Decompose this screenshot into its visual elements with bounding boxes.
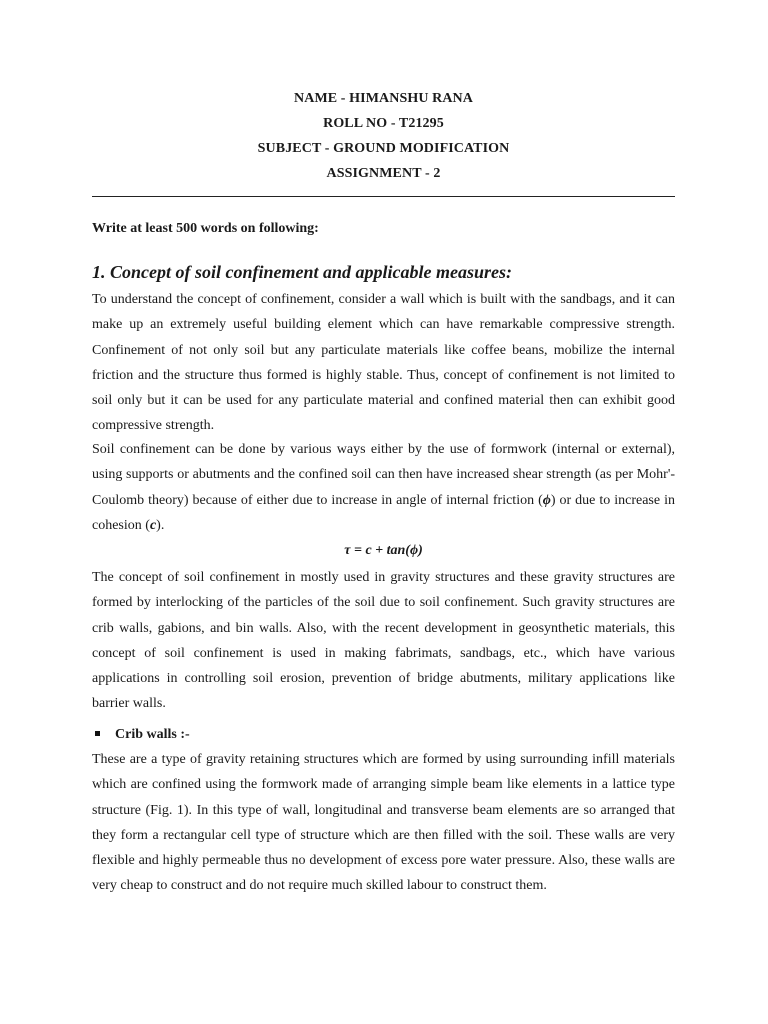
assignment-number: ASSIGNMENT - 2 <box>326 166 441 181</box>
header-divider <box>92 196 675 197</box>
phi-symbol: ϕ <box>542 492 551 508</box>
student-name: NAME - HIMANSHU RANA <box>294 91 473 106</box>
paragraph-gravity-structures: The concept of soil confinement in mostly used in gravity structures and these gravity structures are formed by interlocking of the particles of the soil due to soil confinement. Such gravity structures are crib walls, gabions, and bin walls. Also, with the recent development in geosynthetic materials, this concept of soil confinement is used in making fabrimats, sandbags, etc., which have various applications in controlling soil erosion, prevention of bridge abutments, military applications like barrier walls. <box>92 570 675 712</box>
crib-walls-bullet <box>92 723 190 747</box>
paragraph-2-text: Soil confinement can be done by various ways either by the use of formwork (internal or external), using supports or abutments and the confined soil can then have increased shear strength (as per Mohr'-Coulomb theory) because of either due to increase in angle of internal friction ( <box>92 442 675 508</box>
paragraph-2-end: ). <box>156 517 165 533</box>
document-header <box>92 86 675 186</box>
paragraph-confinement-intro: To understand the concept of confinement, consider a wall which is built with the sandbags, and it can make up an extremely useful building element which can have remarkable compressive strength. Confinement of not only soil but any particulate materials like coffee beans, mobilize the internal friction and the structure thus formed is highly stable. Thus, concept of confinement is not limited to soil only but it can be used for any particulate material and confined material then can exhibit good compressive strength. <box>92 292 675 434</box>
cohesion-symbol: c <box>149 517 157 533</box>
roll-number: ROLL NO - T21295 <box>323 116 444 131</box>
shear-strength-formula: τ = c + tan(ϕ) <box>344 543 423 558</box>
paragraph-crib-walls: These are a type of gravity retaining structures which are formed by using surrounding infill materials which are confined using the formwork made of arranging simple beam like elements in a lattice type structure (Fig. 1). In this type of wall, longitudinal and transverse beam elements are so arranged that they form a rectangular cell type of structure which are then filled with the soil. These walls are very flexible and highly permeable thus no development of excess pore water pressure. Also, these walls are very cheap to construct and do not require much skilled labour to construct them. <box>92 752 675 894</box>
crib-walls-label: Crib walls :- <box>115 727 190 742</box>
square-bullet-icon <box>95 731 100 736</box>
subject-title: SUBJECT - GROUND MODIFICATION <box>257 141 510 156</box>
assignment-instruction: Write at least 500 words on following: <box>92 221 319 236</box>
paragraph-2-mid: ) or due to increase in cohesion ( <box>92 492 675 533</box>
section-heading: 1. Concept of soil confinement and applicable measures: <box>92 262 512 282</box>
paragraph-confinement-methods <box>92 437 675 538</box>
